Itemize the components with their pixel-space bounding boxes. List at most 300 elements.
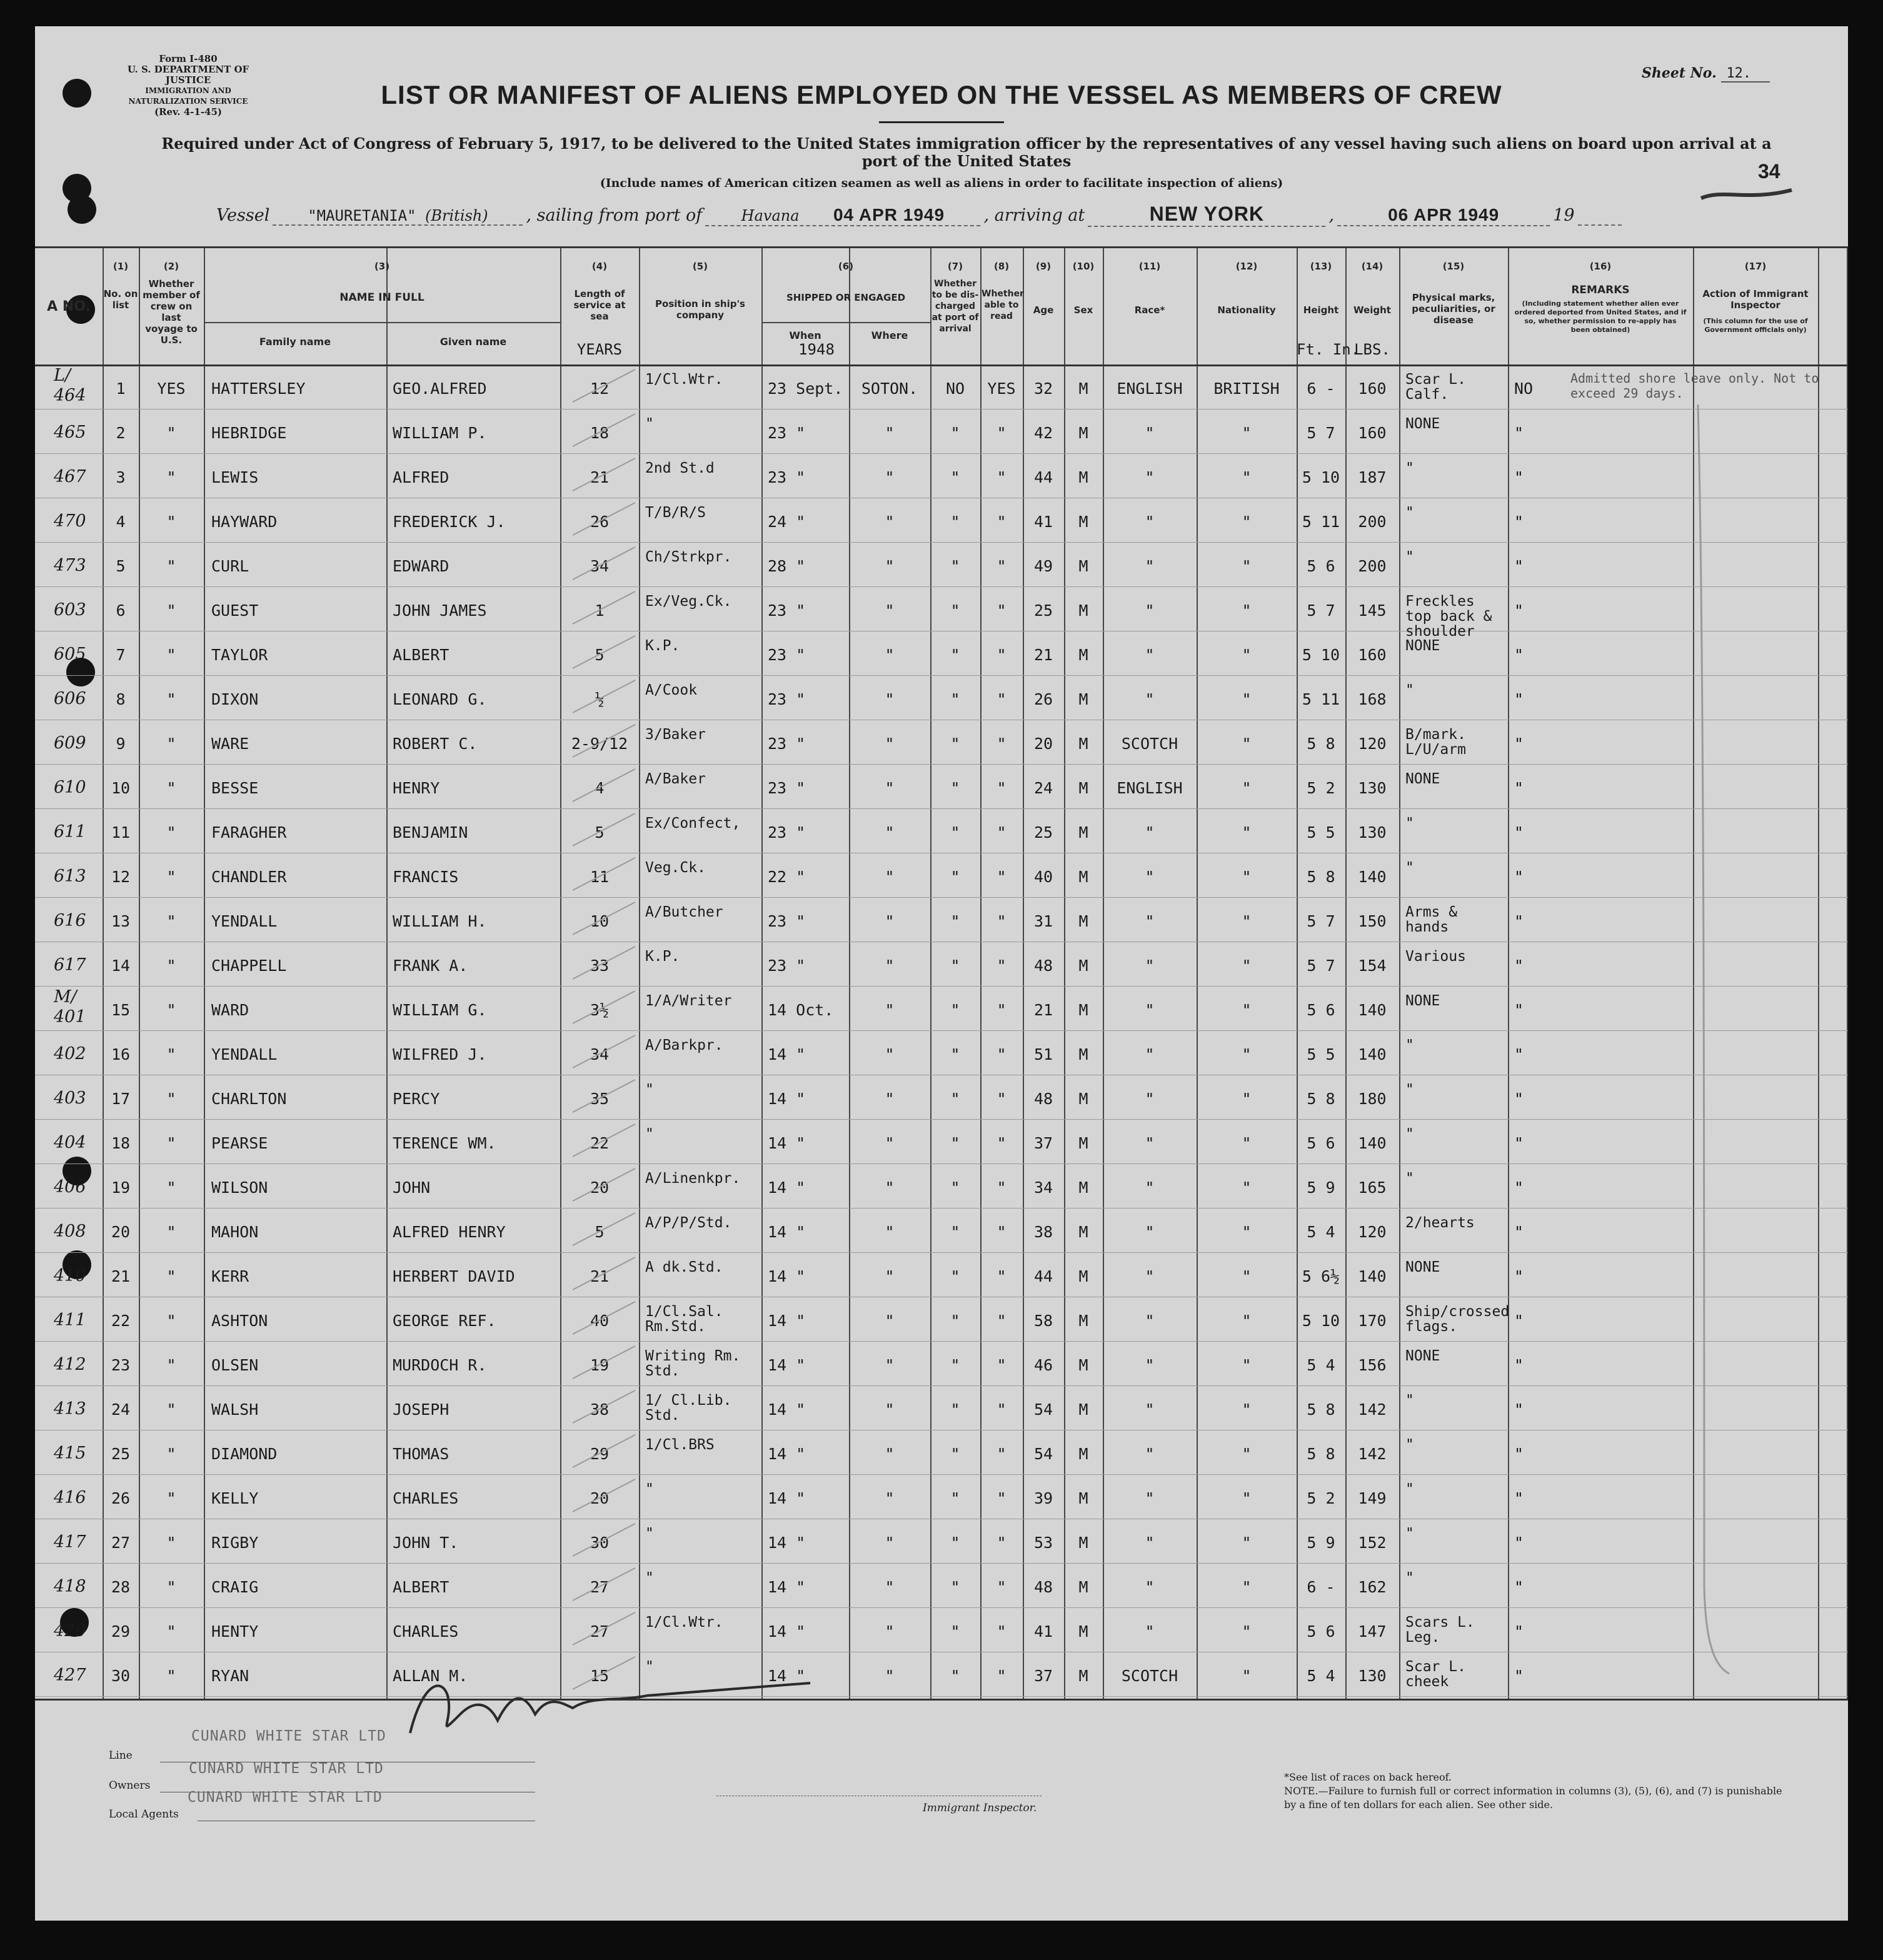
header-given-name: Given name <box>439 336 507 348</box>
cell-when: 23 " <box>768 912 806 930</box>
cell-n: 1 <box>116 379 126 398</box>
cell-crew: " <box>166 1445 176 1463</box>
cell-given: FRANK A. <box>393 957 468 975</box>
pencil-tick <box>566 1430 641 1474</box>
cell-age: 42 <box>1033 424 1053 442</box>
table-row <box>35 409 1848 454</box>
header-action-inspector: Action of Immigrant Inspector <box>1702 288 1809 311</box>
table-row <box>35 942 1848 987</box>
cell-svc: 4 <box>595 779 605 797</box>
header-length-of-service: Length of service at sea <box>573 288 626 322</box>
cell-remarks: " <box>1514 1578 1524 1596</box>
cell-when: 23 Sept. <box>768 379 843 398</box>
cell-age: 37 <box>1033 1134 1053 1152</box>
a-number: 413 <box>54 1399 86 1419</box>
cell-n: 24 <box>111 1400 131 1419</box>
cell-dis: " <box>950 601 960 620</box>
cell-race: " <box>1145 957 1155 975</box>
cell-ht: 5 7 <box>1307 424 1335 442</box>
cell-race: " <box>1145 1400 1155 1419</box>
cell-ht: 5 11 <box>1302 513 1340 531</box>
cell-dis: " <box>950 1534 960 1552</box>
cell-crew: " <box>166 1622 176 1641</box>
cell-wt: 200 <box>1358 557 1387 575</box>
cell-remarks: " <box>1514 1312 1524 1330</box>
cell-wt: 140 <box>1358 1134 1387 1152</box>
cell-read: " <box>997 1667 1007 1685</box>
cell-nat: " <box>1242 1578 1252 1596</box>
owners-stamp: CUNARD WHITE STAR LTD <box>189 1761 384 1777</box>
cell-remarks: " <box>1514 1534 1524 1552</box>
sailing-port: Havana <box>741 207 800 224</box>
cell-ht: 5 7 <box>1307 957 1335 975</box>
cell-read: " <box>997 468 1007 486</box>
cell-when: 14 " <box>768 1667 806 1685</box>
cell-when: 24 " <box>768 513 806 531</box>
cell-pos: 1/A/Writer <box>645 993 732 1009</box>
cell-where: " <box>885 1134 895 1152</box>
cell-wt: 162 <box>1358 1578 1387 1596</box>
cell-remarks: " <box>1514 601 1524 620</box>
cell-read: " <box>997 1267 1007 1285</box>
cell-dis: " <box>950 1134 960 1152</box>
header-13-num: (13) <box>1310 261 1332 272</box>
cell-ht: 5 9 <box>1307 1179 1335 1197</box>
table-row <box>35 1385 1848 1430</box>
table-row <box>35 897 1848 942</box>
cell-dis: " <box>950 1045 960 1063</box>
cell-remarks: " <box>1514 1622 1524 1641</box>
cell-dis: " <box>950 1400 960 1419</box>
cell-given: HENRY <box>393 779 440 797</box>
header-a-no: A NO. <box>47 299 91 314</box>
cell-when: 14 Oct. <box>768 1001 834 1019</box>
cell-marks: " <box>1405 1082 1414 1098</box>
cell-where: " <box>885 646 895 664</box>
table-row <box>35 1563 1848 1608</box>
header-11-num: (11) <box>1138 261 1161 272</box>
cell-wt: 160 <box>1358 424 1387 442</box>
pencil-tick <box>566 720 641 764</box>
cell-dis: " <box>950 868 960 886</box>
cell-nat: " <box>1242 735 1252 753</box>
pencil-tick <box>566 1607 641 1652</box>
cell-n: 28 <box>111 1578 131 1596</box>
table-row <box>35 1474 1848 1519</box>
header-1-num: (1) <box>113 261 129 272</box>
cell-nat: " <box>1242 1267 1252 1285</box>
cell-svc: 15 <box>590 1667 610 1685</box>
cell-read: " <box>997 1223 1007 1241</box>
cell-remarks: " <box>1514 424 1524 442</box>
a-number-prefix: L/ <box>54 366 71 385</box>
cell-pos: A/Baker <box>645 771 706 787</box>
pencil-tick <box>566 1208 641 1252</box>
cell-remarks: " <box>1514 1223 1524 1241</box>
cell-wt: 142 <box>1358 1400 1387 1419</box>
cell-nat: " <box>1242 1223 1252 1241</box>
header-4-num: (4) <box>591 261 608 272</box>
table-row <box>35 1341 1848 1386</box>
a-number: 412 <box>54 1355 86 1374</box>
cell-family: HEBRIDGE <box>211 424 287 442</box>
cell-read: " <box>997 513 1007 531</box>
cell-age: 48 <box>1033 1578 1053 1596</box>
cell-sex: M <box>1078 513 1088 531</box>
cell-dis: " <box>950 1223 960 1241</box>
cell-pos: A/P/P/Std. <box>645 1215 732 1231</box>
year-label: 19 <box>1553 206 1575 225</box>
cell-read: " <box>997 1090 1007 1108</box>
cell-when: 23 " <box>768 424 806 442</box>
cell-where: " <box>885 424 895 442</box>
table-row <box>35 1652 1848 1697</box>
cell-crew: " <box>166 823 176 842</box>
table-row <box>35 808 1848 853</box>
a-number: 416 <box>54 1488 86 1507</box>
cell-pos: Ex/Veg.Ck. <box>645 593 732 610</box>
cell-race: " <box>1145 424 1155 442</box>
cell-sex: M <box>1078 1489 1088 1507</box>
cell-remarks: " <box>1514 1445 1524 1463</box>
cell-dis: " <box>950 1267 960 1285</box>
cell-when: 14 " <box>768 1134 806 1152</box>
table-row <box>35 853 1848 898</box>
cell-family: CRAIG <box>211 1578 259 1596</box>
cell-crew: " <box>166 601 176 620</box>
cell-read: " <box>997 1400 1007 1419</box>
cell-family: RYAN <box>211 1667 249 1685</box>
header-position: Position in ship's company <box>655 298 745 321</box>
cell-sex: M <box>1078 779 1088 797</box>
cell-svc: 34 <box>590 1045 610 1063</box>
pencil-tick <box>566 586 641 631</box>
cell-wt: 170 <box>1358 1312 1387 1330</box>
cell-crew: " <box>166 1667 176 1685</box>
cell-crew: " <box>166 690 176 708</box>
cell-remarks: " <box>1514 1090 1524 1108</box>
table-row <box>35 453 1848 498</box>
cell-ht: 5 6 <box>1307 1001 1335 1019</box>
a-number: 470 <box>54 511 86 531</box>
table-row <box>35 1030 1848 1075</box>
cell-given: WILLIAM G. <box>393 1001 487 1019</box>
cell-nat: " <box>1242 1090 1252 1108</box>
cell-nat: " <box>1242 912 1252 930</box>
cell-dis: " <box>950 1356 960 1374</box>
cell-nat: " <box>1242 1400 1252 1419</box>
cell-race: " <box>1145 912 1155 930</box>
cell-pos: " <box>645 1481 654 1497</box>
cell-family: YENDALL <box>211 1045 278 1063</box>
header-years-unit: YEARS <box>576 341 623 358</box>
cell-where: " <box>885 557 895 575</box>
cell-ht: 5 7 <box>1307 601 1335 620</box>
cell-race: " <box>1145 1312 1155 1330</box>
cell-remarks: " <box>1514 735 1524 753</box>
line-label: Line <box>109 1749 133 1762</box>
pencil-tick <box>566 808 641 853</box>
cell-race: " <box>1145 601 1155 620</box>
a-number: 401 <box>54 1007 86 1027</box>
cell-race: " <box>1145 1223 1155 1241</box>
cell-pos: " <box>645 1126 654 1142</box>
cell-nat: " <box>1242 1534 1252 1552</box>
cell-pos: " <box>645 1570 654 1586</box>
header-nationality: Nationality <box>1217 304 1276 316</box>
cell-read: " <box>997 1134 1007 1152</box>
cell-sex: M <box>1078 646 1088 664</box>
cell-n: 6 <box>116 601 126 620</box>
pencil-bracket <box>1660 398 1735 1699</box>
cell-family: PEARSE <box>211 1134 268 1152</box>
cell-ht: 5 8 <box>1307 735 1335 753</box>
cell-sex: M <box>1078 1312 1088 1330</box>
cell-wt: 140 <box>1358 1267 1387 1285</box>
cell-n: 12 <box>111 868 131 886</box>
cell-read: " <box>997 868 1007 886</box>
cell-remarks: " <box>1514 1489 1524 1507</box>
cell-wt: 120 <box>1358 1223 1387 1241</box>
cell-marks: " <box>1405 549 1414 565</box>
cell-pos: T/B/R/S <box>645 505 706 521</box>
cell-when: 14 " <box>768 1090 806 1108</box>
vessel-label: Vessel <box>216 206 270 225</box>
cell-family: LEWIS <box>211 468 259 486</box>
header-10-num: (10) <box>1072 261 1095 272</box>
cell-ht: 5 8 <box>1307 1400 1335 1419</box>
cell-remarks: " <box>1514 868 1524 886</box>
table-row <box>35 1519 1848 1564</box>
cell-svc: 12 <box>590 379 610 398</box>
cell-when: 14 " <box>768 1622 806 1641</box>
cell-n: 21 <box>111 1267 131 1285</box>
cell-pos: A/Cook <box>645 682 698 698</box>
cell-given: JOHN T. <box>393 1534 459 1552</box>
cell-sex: M <box>1078 690 1088 708</box>
cell-pos: A/Barkpr. <box>645 1037 723 1053</box>
cell-given: JOHN <box>393 1179 431 1197</box>
cell-crew: " <box>166 779 176 797</box>
cell-age: 49 <box>1033 557 1053 575</box>
header-crew-last-voyage: Whether member of crew on last voyage to U.S. <box>143 278 200 346</box>
pencil-tick <box>566 1385 641 1430</box>
cell-read: " <box>997 1179 1007 1197</box>
cell-family: WARD <box>211 1001 249 1019</box>
cell-family: KELLY <box>211 1489 259 1507</box>
vessel-name: "MAURETANIA" <box>308 207 416 224</box>
cell-race: " <box>1145 1489 1155 1507</box>
cell-marks: " <box>1405 1126 1414 1142</box>
cell-ht: 5 7 <box>1307 912 1335 930</box>
header-16-num: (16) <box>1589 261 1612 272</box>
a-number: 404 <box>54 1133 86 1152</box>
table-row <box>35 586 1848 640</box>
cell-marks: " <box>1405 1437 1414 1453</box>
cell-race: " <box>1145 557 1155 575</box>
cell-pos: 1/Cl.Wtr. <box>645 371 723 388</box>
cell-wt: 120 <box>1358 735 1387 753</box>
cell-when: 14 " <box>768 1578 806 1596</box>
arriving-port: NEW YORK <box>1149 203 1265 225</box>
cell-n: 20 <box>111 1223 131 1241</box>
cell-n: 14 <box>111 957 131 975</box>
cell-where: " <box>885 1312 895 1330</box>
cell-read: " <box>997 1578 1007 1596</box>
cell-dis: " <box>950 1445 960 1463</box>
cell-read: " <box>997 1489 1007 1507</box>
cell-n: 7 <box>116 646 126 664</box>
punch-hole <box>68 195 96 224</box>
cell-crew: " <box>166 1001 176 1019</box>
a-number: 465 <box>54 423 86 442</box>
cell-family: DIXON <box>211 690 259 708</box>
cell-sex: M <box>1078 868 1088 886</box>
pencil-tick <box>566 764 641 808</box>
cell-marks: 2/hearts <box>1405 1215 1475 1231</box>
title-underline <box>879 121 1004 123</box>
pencil-tick <box>566 498 641 542</box>
cell-pos: A dk.Std. <box>645 1259 723 1275</box>
cell-race: ENGLISH <box>1117 379 1183 398</box>
department: U. S. DEPARTMENT OF JUSTICE <box>127 64 249 86</box>
header-when: When <box>789 329 821 341</box>
cell-dis: " <box>950 779 960 797</box>
cell-when: 14 " <box>768 1489 806 1507</box>
a-number: 473 <box>54 556 86 575</box>
cell-dis: " <box>950 1179 960 1197</box>
sailing-label: , sailing from port of <box>526 206 703 225</box>
cell-remarks: " <box>1514 468 1524 486</box>
header-discharged: Whether to be dis-charged at port of arrival <box>931 279 979 334</box>
cell-marks: " <box>1405 815 1414 832</box>
cell-where: " <box>885 690 895 708</box>
cell-where: " <box>885 1090 895 1108</box>
cell-wt: 156 <box>1358 1356 1387 1374</box>
a-number: 616 <box>54 911 86 930</box>
a-number-prefix: M/ <box>54 987 77 1007</box>
cell-given: PERCY <box>393 1090 440 1108</box>
cell-remarks: " <box>1514 690 1524 708</box>
cell-crew: " <box>166 1090 176 1108</box>
cell-svc: 5 <box>595 646 605 664</box>
cell-svc: 35 <box>590 1090 610 1108</box>
cell-wt: 200 <box>1358 513 1387 531</box>
cell-family: HENTY <box>211 1622 259 1641</box>
cell-age: 24 <box>1033 779 1053 797</box>
cell-family: KERR <box>211 1267 249 1285</box>
cell-sex: M <box>1078 601 1088 620</box>
cell-where: " <box>885 912 895 930</box>
cell-where: " <box>885 735 895 753</box>
cell-remarks: " <box>1514 646 1524 664</box>
table-row <box>35 720 1848 765</box>
cell-family: TAYLOR <box>211 646 268 664</box>
cell-nat: " <box>1242 1445 1252 1463</box>
cell-n: 25 <box>111 1445 131 1463</box>
cell-family: ASHTON <box>211 1312 268 1330</box>
cell-sex: M <box>1078 1534 1088 1552</box>
cell-age: 58 <box>1033 1312 1053 1330</box>
cell-ht: 5 8 <box>1307 868 1335 886</box>
cell-race: " <box>1145 1001 1155 1019</box>
header-where: Where <box>871 329 908 341</box>
cell-pos: Veg.Ck. <box>645 860 706 876</box>
cell-race: " <box>1145 646 1155 664</box>
cell-n: 22 <box>111 1312 131 1330</box>
a-number: 464 <box>54 386 86 405</box>
cell-n: 19 <box>111 1179 131 1197</box>
cell-pos: A/Butcher <box>645 904 723 920</box>
header-family-name: Family name <box>259 336 331 348</box>
a-number: 408 <box>54 1222 86 1241</box>
cell-crew: " <box>166 1356 176 1374</box>
cell-race: SCOTCH <box>1121 735 1178 753</box>
cell-crew: " <box>166 1223 176 1241</box>
cell-ht: 5 8 <box>1307 1090 1335 1108</box>
cell-remarks: " <box>1514 1356 1524 1374</box>
table-row <box>35 1252 1848 1297</box>
cell-remarks: " <box>1514 1267 1524 1285</box>
cell-pos: A/Linenkpr. <box>645 1170 741 1187</box>
cell-svc: 40 <box>590 1312 610 1330</box>
cell-read: " <box>997 1534 1007 1552</box>
cell-ht: 5 5 <box>1307 1045 1335 1063</box>
cell-when: 23 " <box>768 823 806 842</box>
cell-svc: 33 <box>590 957 610 975</box>
voyage-line: Vessel "MAURETANIA" (British) , sailing from port of Havana 04 APR 1949 , arriving at NEW YORK , 06 APR 1949 19 <box>216 203 1622 224</box>
cell-crew: " <box>166 513 176 531</box>
cell-when: 14 " <box>768 1356 806 1374</box>
cell-when: 23 " <box>768 690 806 708</box>
cell-wt: 140 <box>1358 868 1387 886</box>
cell-where: " <box>885 513 895 531</box>
cell-where: " <box>885 823 895 842</box>
cell-dis: " <box>950 735 960 753</box>
cell-read: YES <box>987 379 1016 398</box>
cell-where: " <box>885 601 895 620</box>
cell-race: " <box>1145 1179 1155 1197</box>
cell-dis: " <box>950 1489 960 1507</box>
cell-wt: 160 <box>1358 379 1387 398</box>
pencil-tick <box>566 1075 641 1119</box>
a-number: 609 <box>54 733 86 753</box>
cell-n: 15 <box>111 1001 131 1019</box>
cell-sex: M <box>1078 1134 1088 1152</box>
pencil-tick <box>566 1563 641 1607</box>
page-title: LIST OR MANIFEST OF ALIENS EMPLOYED ON THE VESSEL AS MEMBERS OF CREW <box>381 80 1502 109</box>
cell-age: 39 <box>1033 1489 1053 1507</box>
cell-age: 48 <box>1033 1090 1053 1108</box>
a-number: 417 <box>54 1532 86 1552</box>
cell-svc: 29 <box>590 1445 610 1463</box>
cell-nat: " <box>1242 513 1252 531</box>
cell-marks: NONE <box>1405 1259 1440 1275</box>
cell-marks: Ship/crossed flags. <box>1405 1304 1510 1335</box>
cell-dis: " <box>950 1090 960 1108</box>
cell-family: YENDALL <box>211 912 278 930</box>
header-shipped-engaged: SHIPPED OR ENGAGED <box>786 292 906 303</box>
cell-marks: Scar L. Calf. <box>1405 371 1466 403</box>
cell-age: 21 <box>1033 1001 1053 1019</box>
cell-race: " <box>1145 1578 1155 1596</box>
cell-given: THOMAS <box>393 1445 449 1463</box>
cell-family: WARE <box>211 735 249 753</box>
header-15-num: (15) <box>1442 261 1465 272</box>
cell-n: 17 <box>111 1090 131 1108</box>
cell-wt: 145 <box>1358 601 1387 620</box>
cell-svc: 11 <box>590 868 610 886</box>
